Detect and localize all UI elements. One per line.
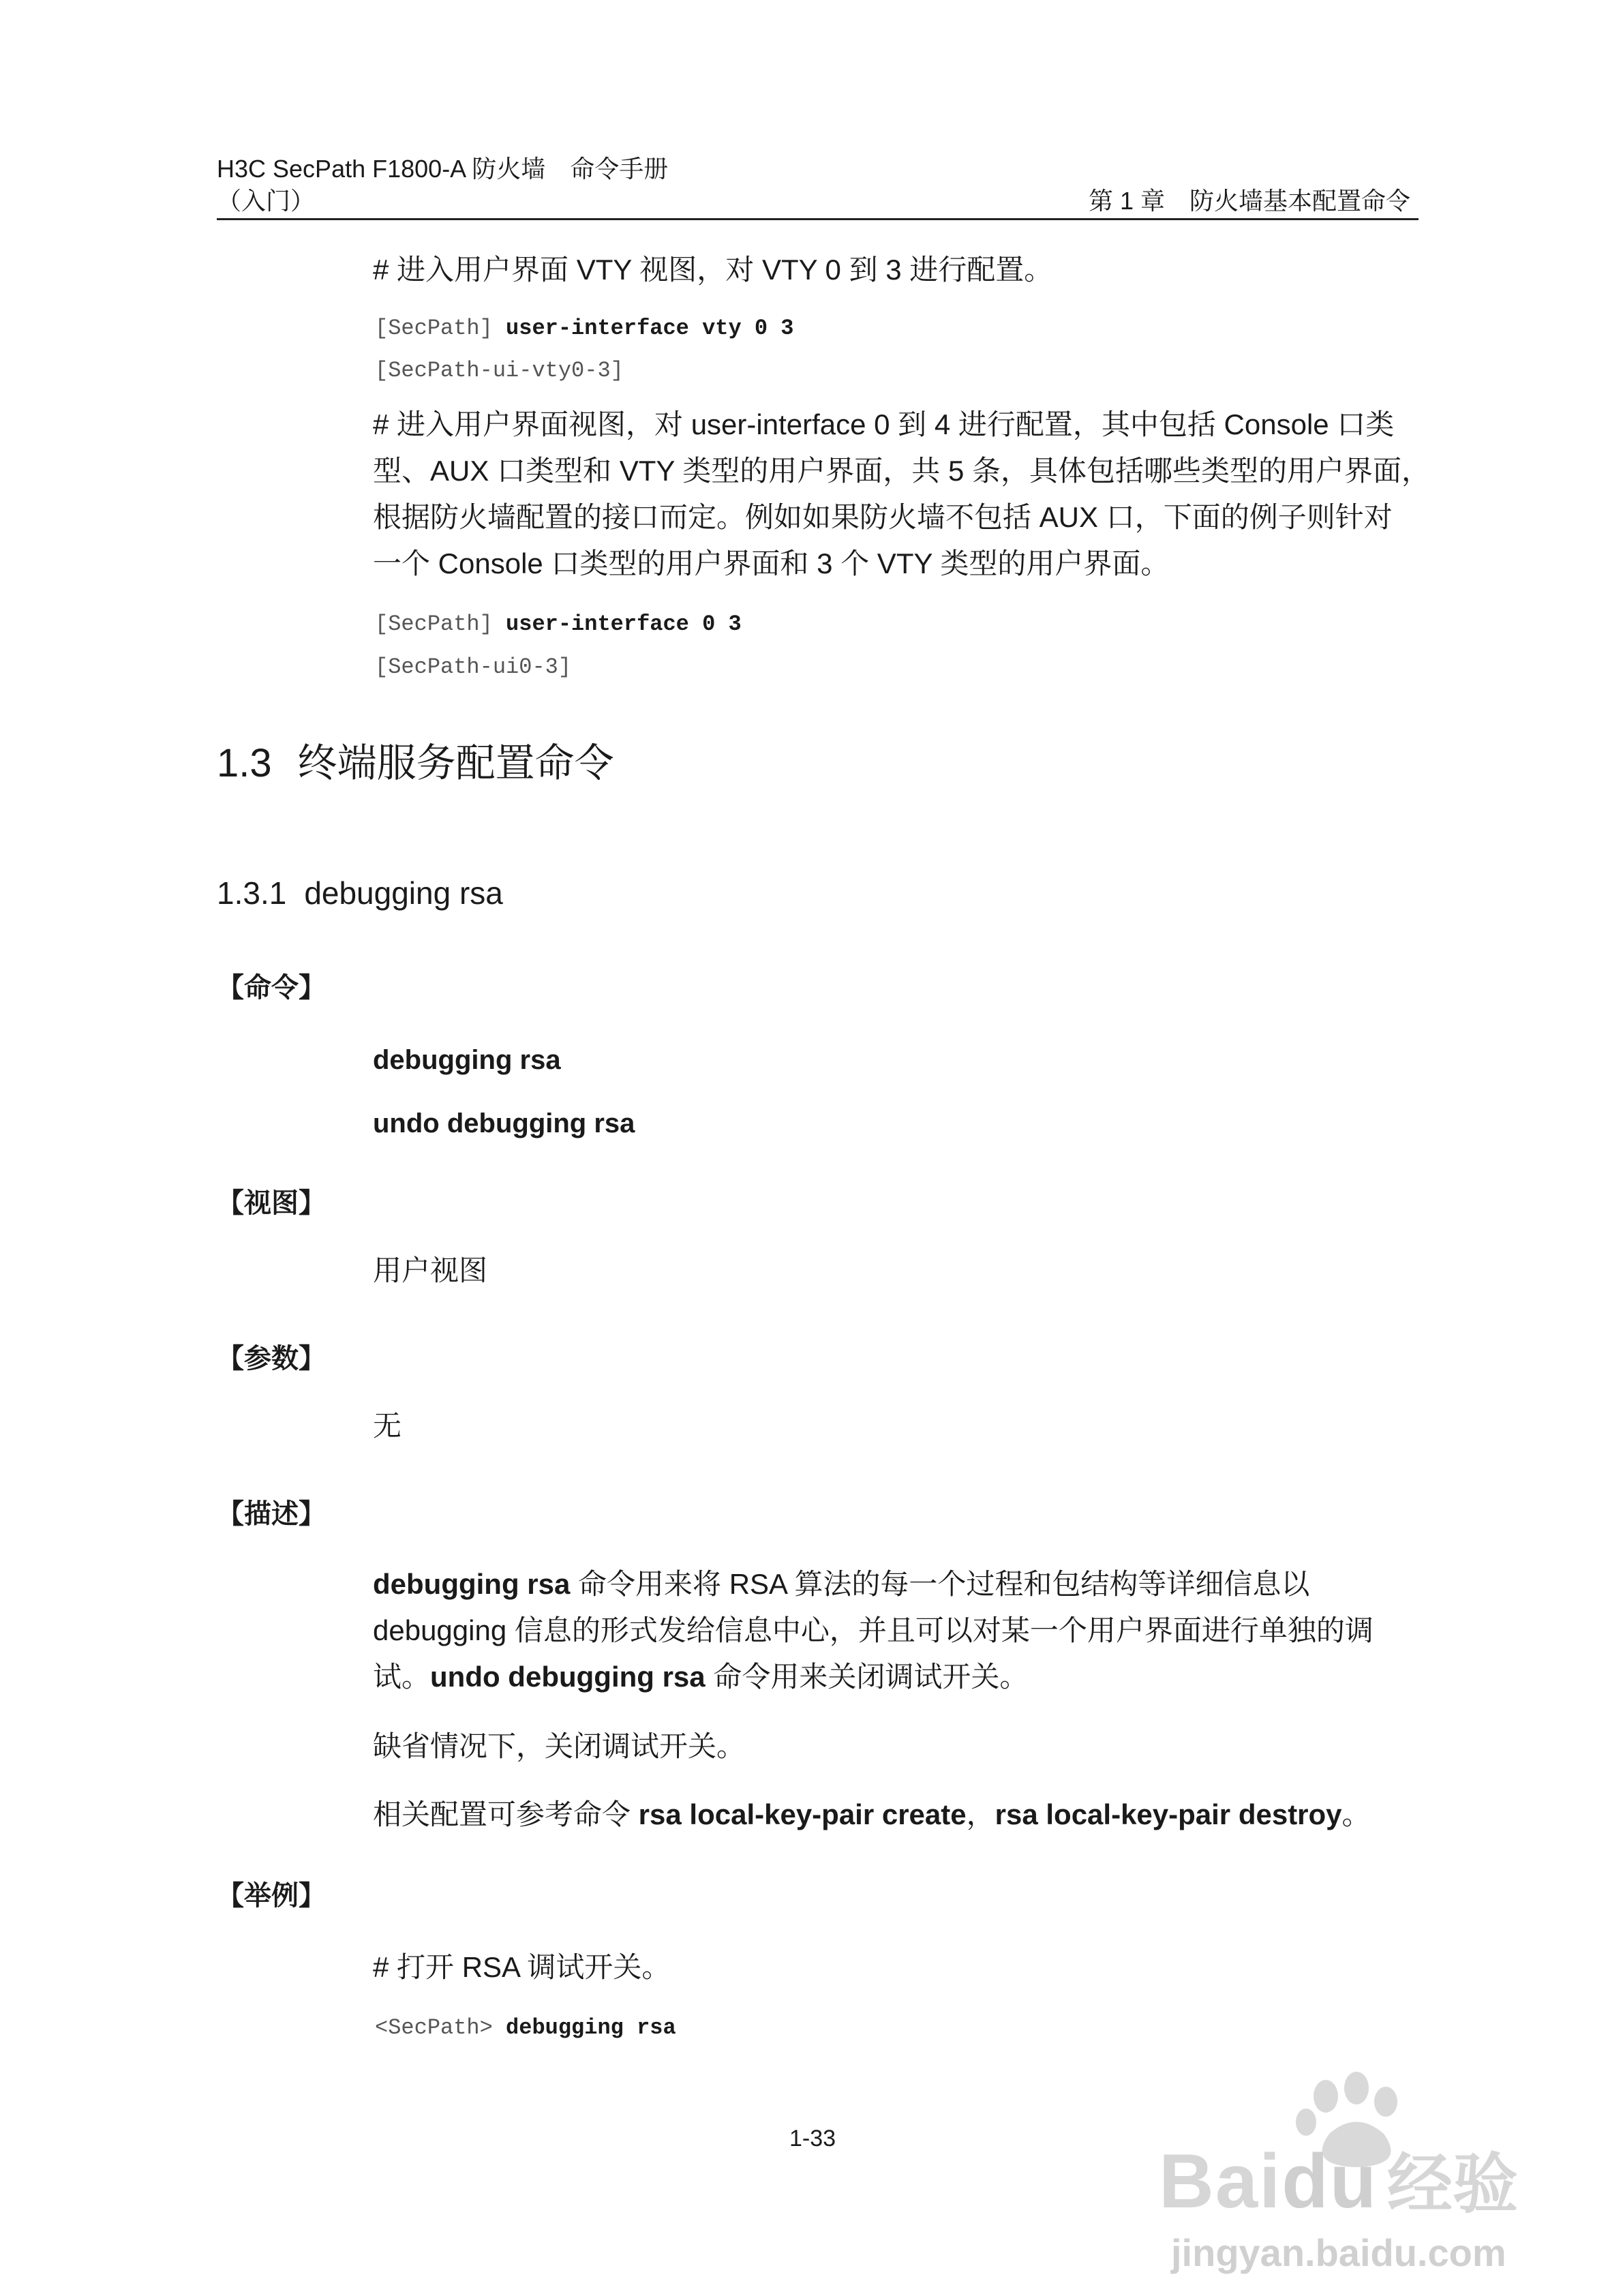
example-step: # 打开 RSA 调试开关。 [373,1951,671,1983]
command-2: undo debugging rsa [373,1108,635,1138]
code-prompt: <SecPath> [375,2015,506,2040]
code-command: user-interface vty 0 3 [506,316,794,341]
related-cmd-2: rsa local-key-pair destroy [995,1798,1342,1830]
params-value: 无 [373,1410,402,1442]
watermark-bai: Bai [1159,2139,1282,2224]
desc-text: ， [966,1798,995,1830]
section-number: 1.3 [217,741,272,785]
desc-line-2: debugging 信息的形式发给信息中心，并且可以对某一个用户界面进行单独的调 [373,1614,1374,1646]
code-command: user-interface 0 3 [506,611,742,637]
intro-step-2-line-1: # 进入用户界面视图，对 user-interface 0 到 4 进行配置，其中包括 Console 口类 [373,408,1395,440]
subsection-heading [217,874,503,912]
code-line-1 [375,315,794,342]
intro-step-2-line-2: 型、AUX 口类型和 VTY 类型的用户界面，共 5 条，具体包括哪些类型的用户界面， [373,455,1430,487]
desc-text: 。 [1341,1798,1371,1830]
command-label: 【命令】 [217,973,326,1003]
header-subtitle: （入门） [217,187,316,215]
section-title: 终端服务配置命令 [297,741,614,785]
header-rule [217,218,1419,220]
desc-text: 相关配置可参考命令 [373,1798,639,1830]
desc-label: 【描述】 [217,1499,326,1529]
watermark-label: 经验 [1387,2148,1518,2221]
code-command: debugging rsa [506,2015,676,2040]
header-chapter: 第 1 章 防火墙基本配置命令 [1089,187,1411,215]
section-heading [217,740,614,787]
desc-related [373,1792,1371,1838]
view-value: 用户视图 [373,1254,488,1286]
params-label: 【参数】 [217,1344,326,1374]
desc-cmd-bold: debugging rsa [373,1568,571,1600]
desc-cmd-bold: undo debugging rsa [430,1661,706,1693]
view-label: 【视图】 [217,1188,326,1218]
intro-step-1: # 进入用户界面 VTY 视图，对 VTY 0 到 3 进行配置。 [373,254,1053,286]
intro-step-2-line-3: 根据防火墙配置的接口而定。例如如果防火墙不包括 AUX 口，下面的例子则针对 [373,501,1393,533]
page-number: 1-33 [789,2126,836,2151]
example-code [375,2014,676,2042]
subsection-title: debugging rsa [304,875,503,911]
code-line-4: [SecPath-ui0-3] [375,654,572,680]
desc-text: 试。 [373,1661,431,1693]
desc-default: 缺省情况下，关闭调试开关。 [373,1730,746,1762]
desc-text: 命令用来关闭调试开关。 [705,1661,1029,1693]
intro-step-2-line-4: 一个 Console 口类型的用户界面和 3 个 VTY 类型的用户界面。 [373,547,1170,579]
desc-text: 命令用来将 RSA 算法的每一个过程和包结构等详细信息以 [570,1568,1310,1600]
code-line-2: [SecPath-ui-vty0-3] [375,358,624,383]
watermark-url: jingyan.baidu.com [1171,2231,1506,2274]
desc-line-3 [373,1654,1028,1700]
example-label: 【举例】 [217,1881,326,1911]
code-line-3 [375,611,742,638]
related-cmd-1: rsa local-key-pair create [638,1798,967,1830]
watermark-du: du [1281,2139,1378,2224]
header-title: H3C SecPath F1800-A 防火墙 命令手册 [217,155,669,183]
desc-line-1 [373,1561,1309,1607]
command-1: debugging rsa [373,1045,561,1075]
subsection-number: 1.3.1 [217,875,287,911]
code-prompt: [SecPath] [375,611,506,637]
baidu-watermark [1152,2069,1534,2274]
code-prompt: [SecPath] [375,316,506,341]
watermark-brand [1159,2141,1378,2222]
